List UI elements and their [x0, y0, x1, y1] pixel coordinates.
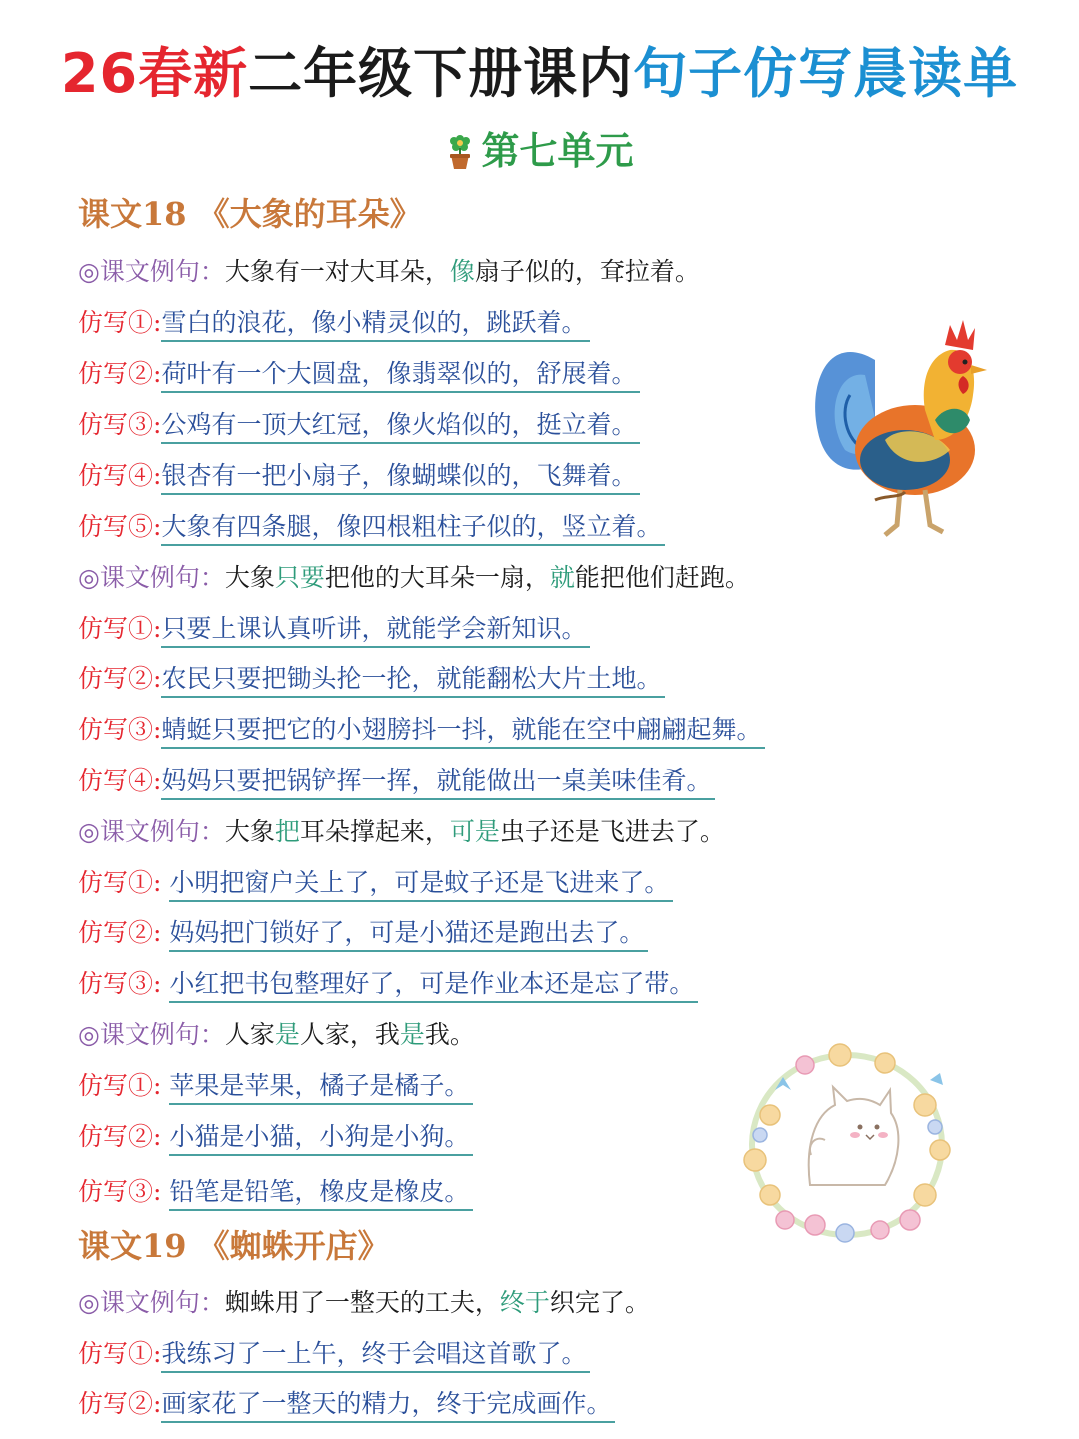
- rooster-illustration: [805, 300, 995, 545]
- unit-title: 第七单元: [481, 128, 634, 173]
- page-title: [0, 34, 1079, 114]
- flower-pot-icon: [445, 130, 475, 170]
- imitation-label: 仿写③:: [78, 969, 170, 998]
- imitation-text: 妈妈只要把锅铲挥一挥，就能做出一桌美味佳肴。: [161, 764, 715, 800]
- lesson-title: 课文18 《大象的耳朵》: [78, 195, 422, 233]
- example-label: ◎课文例句：: [78, 257, 225, 286]
- example-text: 人家，我: [299, 1020, 400, 1049]
- unit-heading: [0, 124, 1079, 178]
- imitation-label: 仿写④:: [78, 766, 162, 795]
- imitation-label: 仿写②:: [78, 1389, 162, 1418]
- imitation-text: 农民只要把锄头抡一抡，就能翻松大片土地。: [161, 662, 665, 698]
- imitation-item: [78, 964, 698, 1004]
- imitation-item: [78, 354, 640, 394]
- imitation-item: [78, 761, 715, 801]
- example-keyword: 把: [274, 817, 300, 846]
- imitation-text: 妈妈把门锁好了，可是小猫还是跑出去了。: [169, 916, 648, 952]
- example-keyword: 可是: [449, 817, 500, 846]
- example-sentence: [78, 1283, 650, 1323]
- example-sentence: [78, 558, 750, 598]
- example-label: ◎课文例句：: [78, 1288, 225, 1317]
- example-text: 虫子还是飞进去了。: [499, 817, 725, 846]
- imitation-label: 仿写①:: [78, 614, 162, 643]
- imitation-item: [78, 405, 640, 445]
- example-label: ◎课文例句：: [78, 1020, 225, 1049]
- example-sentence: [78, 812, 725, 852]
- imitation-text: 画家花了一整天的精力，终于完成画作。: [161, 1387, 615, 1423]
- example-text: 能把他们赶跑。: [574, 563, 750, 592]
- imitation-label: 仿写②:: [78, 918, 170, 947]
- imitation-item: [78, 507, 665, 547]
- imitation-label: 仿写①:: [78, 1071, 170, 1100]
- imitation-text: 我练习了一上午，终于会唱这首歌了。: [161, 1337, 590, 1373]
- imitation-label: 仿写①:: [78, 308, 162, 337]
- imitation-item: [78, 609, 590, 649]
- imitation-text: 小明把窗户关上了，可是蚊子还是飞进来了。: [169, 866, 673, 902]
- imitation-item: [78, 1172, 473, 1212]
- imitation-text: 铅笔是铅笔，橡皮是橡皮。: [169, 1175, 473, 1211]
- example-text: 人家: [224, 1020, 275, 1049]
- imitation-item: [78, 456, 640, 496]
- imitation-item: [78, 1066, 473, 1106]
- imitation-label: 仿写③:: [78, 715, 162, 744]
- example-keyword: 只要: [274, 563, 325, 592]
- imitation-item: [78, 863, 673, 903]
- imitation-label: 仿写②:: [78, 359, 162, 388]
- example-keyword: 终于: [499, 1288, 550, 1317]
- imitation-item: [78, 710, 765, 750]
- example-text: 我。: [424, 1020, 475, 1049]
- imitation-text: 蜻蜓只要把它的小翅膀抖一抖，就能在空中翩翩起舞。: [161, 713, 765, 749]
- imitation-text: 小猫是小猫，小狗是小狗。: [169, 1120, 473, 1156]
- title-part-1: 26春新: [60, 42, 249, 105]
- imitation-label: 仿写③:: [78, 1177, 170, 1206]
- imitation-label: 仿写④:: [78, 461, 162, 490]
- example-text: 织完了。: [549, 1288, 650, 1317]
- title-part-3: 句子仿写晨读单: [633, 42, 1019, 105]
- imitation-text: 公鸡有一顶大红冠，像火焰似的，挺立着。: [161, 408, 640, 444]
- lesson-title: 课文19 《蜘蛛开店》: [78, 1227, 390, 1265]
- example-keyword: 像: [449, 257, 475, 286]
- imitation-item: [78, 1384, 615, 1424]
- example-text: 蜘蛛用了一整天的工夫，: [224, 1288, 500, 1317]
- imitation-text: 雪白的浪花，像小精灵似的，跳跃着。: [161, 306, 590, 342]
- imitation-label: 仿写①:: [78, 1339, 162, 1368]
- imitation-label: 仿写③:: [78, 410, 162, 439]
- example-sentence: [78, 1015, 475, 1055]
- example-label: ◎课文例句：: [78, 563, 225, 592]
- imitation-text: 银杏有一把小扇子，像蝴蝶似的，飞舞着。: [161, 459, 640, 495]
- example-text: 大象有一对大耳朵，: [224, 257, 450, 286]
- imitation-label: 仿写①:: [78, 868, 170, 897]
- example-text: 扇子似的，耷拉着。: [474, 257, 700, 286]
- example-text: 把他的大耳朵一扇，: [324, 563, 550, 592]
- imitation-item: [78, 913, 648, 953]
- example-text: 大象: [224, 817, 275, 846]
- example-keyword: 就: [549, 563, 575, 592]
- example-keyword: 是: [274, 1020, 300, 1049]
- imitation-text: 荷叶有一个大圆盘，像翡翠似的，舒展着。: [161, 357, 640, 393]
- imitation-text: 只要上课认真听讲，就能学会新知识。: [161, 612, 590, 648]
- imitation-label: 仿写②:: [78, 1122, 170, 1151]
- imitation-text: 苹果是苹果，橘子是橘子。: [169, 1069, 473, 1105]
- example-sentence: [78, 252, 700, 292]
- imitation-label: 仿写⑤:: [78, 512, 162, 541]
- imitation-item: [78, 1334, 590, 1374]
- example-keyword: 是: [399, 1020, 425, 1049]
- imitation-item: [78, 303, 590, 343]
- imitation-text: 大象有四条腿，像四根粗柱子似的，竖立着。: [161, 510, 665, 546]
- title-part-2: 二年级下册课内: [248, 42, 634, 105]
- imitation-item: [78, 1117, 473, 1157]
- example-text: 耳朵撑起来，: [299, 817, 450, 846]
- imitation-label: 仿写②:: [78, 664, 162, 693]
- example-label: ◎课文例句：: [78, 817, 225, 846]
- example-text: 大象: [224, 563, 275, 592]
- cat-wreath-illustration: [735, 1035, 960, 1250]
- imitation-text: 小红把书包整理好了，可是作业本还是忘了带。: [169, 967, 698, 1003]
- imitation-item: [78, 659, 665, 699]
